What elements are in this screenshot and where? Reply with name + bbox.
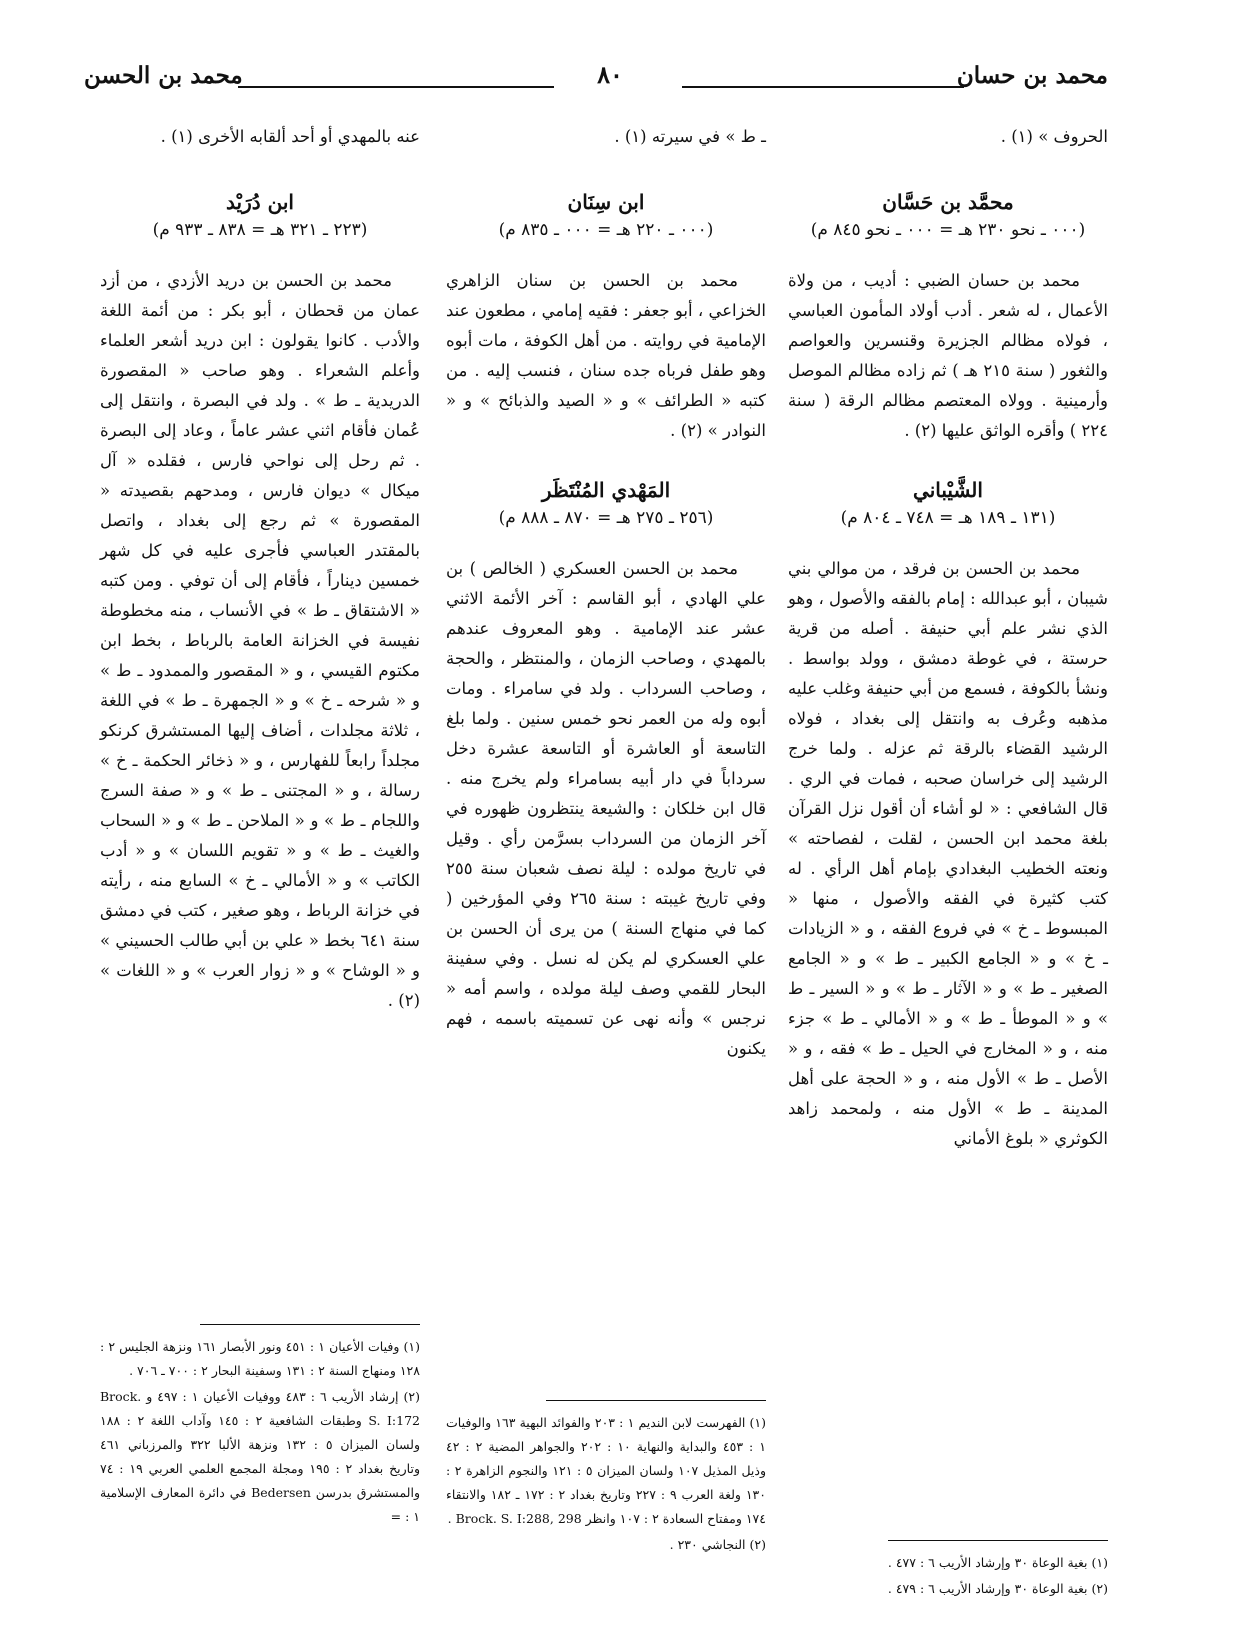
running-head-right: محمد بن حسان [956,62,1108,89]
entry-body: محمد بن الحسن بن سنان الزاهري الخزاعي ، أبو جعفر : فقيه إمامي ، مطعون عند الإمامية في روايته . من أهل الكوفة ، مات أبوه وهو طفل فرباه جده سنان ، فنسب إليه . من كتبه « الطرائف » و « الصيد والذبائح » و « النوادر » (٢) . [446,271,766,440]
entry-title: الشَّيْباني [913,478,983,502]
footnotes-middle [446,1400,766,1559]
running-head-left: محمد بن الحسن [84,62,243,89]
footnote-rule [200,1324,420,1325]
entry-dates: (٢٥٦ ـ ٢٧٥ هـ = ٨٧٠ ـ ٨٨٨ م) [498,508,714,528]
footnote: (٢) بغية الوعاة ٣٠ وإرشاد الأريب ٦ : ٤٧٩ . [887,1581,1108,1596]
column-middle [446,122,766,1094]
page-number: ٨٠ [597,60,623,89]
entry-dates: (١٣١ ـ ١٨٩ هـ = ٧٤٨ ـ ٨٠٤ م) [840,508,1056,528]
footnote: (١) بغية الوعاة ٣٠ وإرشاد الأريب ٦ : ٤٧٧ . [887,1555,1108,1570]
entry-dates: (٠٠٠ ـ ٢٢٠ هـ = ٠٠٠ ـ ٨٣٥ م) [498,220,714,240]
footnote: (٢) النجاشي ٢٣٠ . [669,1537,766,1552]
header-rule-right [682,86,964,88]
header-rule-left [238,86,554,88]
footnote-rule [546,1400,766,1401]
entry-body: محمد بن الحسن العسكري ( الخالص ) بن علي الهادي ، أبو القاسم : آخر الأئمة الاثني عشر عند الإمامية . وهو المعروف عندهم بالمهدي ، وصاحب الزمان ، والمنتظر ، والحجة ، وصاحب السرداب . ولد في سامراء . ومات أبوه وله من العمر نحو خمس سنين . ولما بلغ التاسعة أو العاشرة أو التاسعة عشرة دخل سرداباً في دار أبيه بسامراء ولم يخرج منه . قال ابن خلكان : والشيعة ينتظرون ظهوره في آخر الزمان من السرداب بسرَّمن رأي . وقيل في تاريخ مولده : ليلة نصف شعبان سنة ٢٥٥ وفي تاريخ غيبته : سنة ٢٦٥ وفي المؤرخين ( كما في منهاج السنة ) من يرى أن الحسن بن علي العسكري لم يكن له نسل . وفي سفينة البحار للقمي وصف ليلة مولده ، واسم أمه « نرجس » وأنه نهى عن تسميته باسمه ، فهم يكنون [446,559,766,1058]
entry-body: محمد بن الحسن بن فرقد ، من موالي بني شيبان ، أبو عبدالله : إمام بالفقه والأصول ، وهو الذي نشر علم أبي حنيفة . أصله من قرية حرستة ، في غوطة دمشق ، وولد بواسط . ونشأ بالكوفة ، فسمع من أبي حنيفة وغلب عليه مذهبه وعُرف به وانتقل إلى بغداد ، فولاه الرشيد القضاء بالرقة ثم عزله . ولما خرج الرشيد إلى خراسان صحبه ، فمات في الري . قال الشافعي : « لو أشاء أن أقول نزل القرآن بلغة محمد ابن الحسن ، لقلت ، لفصاحته » ونعته الخطيب البغدادي بإمام أهل الرأي . له كتب كثيرة في الفقه والأصول ، منها « المبسوط ـ خ » في فروع الفقه ، و « الزيادات ـ خ » و « الجامع الكبير ـ ط » و « الجامع الصغير ـ ط » و « الآثار ـ ط » و « السير ـ ط » و « الموطأ ـ ط » و « الأمالي ـ ط » جزء منه ، و « المخارج في الحيل ـ ط » فقه ، و « الأصل ـ ط » الأول منه ، و « الحجة على أهل المدينة ـ ط » الأول منه ، ولمحمد زاهد الكوثري « بلوغ الأماني [788,559,1108,1148]
column-left [100,122,420,1046]
entry-dates: (٢٢٣ ـ ٣٢١ هـ = ٨٣٨ ـ ٩٣٣ م) [152,220,368,240]
column-continuation: عنه بالمهدي أو أحد ألقابه الأخرى (١) . [160,127,420,146]
footnote: (١) الفهرست لابن النديم ١ : ٢٠٣ والفوائد البهية ١٦٣ والوفيات ١ : ٤٥٣ والبداية والنهاية ١٠ : ٢٠٢ والجواهر المضية ٢ : ٤٢ وذيل المذيل ١٠٧ ولسان الميزان ٥ : ١٢١ والنجوم الزاهرة ٢ : ١٣٠ ولغة العرب ٩ : ٢٢٧ وتاريخ بغداد ٢ : ١٧٢ ـ ١٨٢ والانتقاء ١٧٤ ومفتاح السعادة ٢ : ١٠٧ وانظر Brock. S. I:288, 298 . [446,1415,767,1526]
entry-body: محمد بن الحسن بن دريد الأزدي ، من أزد عمان من قحطان ، أبو بكر : من أئمة اللغة والأدب . كانوا يقولون : ابن دريد أشعر العلماء وأعلم الشعراء . وهو صاحب « المقصورة الدريدية ـ ط » . ولد في البصرة ، وانتقل إلى عُمان فأقام اثني عشر عاماً ، وعاد إلى البصرة . ثم رحل إلى نواحي فارس ، فقلده « آل ميكال » ديوان فارس ، ومدحهم بقصيدته « المقصورة » ثم رجع إلى بغداد ، واتصل بالمقتدر العباسي فأجرى عليه في كل شهر خمسين ديناراً ، فأقام إلى أن توفي . ومن كتبه « الاشتقاق ـ ط » في الأنساب ، منه مخطوطة نفيسة في الخزانة العامة بالرباط ، بخط ابن مكتوم القيسي ، و « المقصور والممدود ـ ط » و « شرحه ـ خ » و « الجمهرة ـ ط » في اللغة ، ثلاثة مجلدات ، أضاف إليها المستشرق كرنكو مجلداً رابعاً للفهارس ، و « ذخائر الحكمة ـ خ » رسالة ، و « المجتنى ـ ط » و « صفة السرج واللجام ـ ط » و « الملاحن ـ ط » و « السحاب والغيث ـ ط » و « تقويم اللسان » و « أدب الكاتب » و « الأمالي ـ خ » السابع منه ، رأيته في خزانة الرباط ، وهو صغير ، كتب في دمشق سنة ٦٤١ بخط « علي بن أبي طالب الحسيني » و « الوشاح » و « زوار العرب » و « اللغات » (٢) . [100,271,420,1010]
entry-dates: (٠٠٠ ـ نحو ٢٣٠ هـ = ٠٠٠ ـ نحو ٨٤٥ م) [810,220,1086,240]
column-right [788,122,1108,1184]
footnote-rule [888,1540,1108,1541]
entry-body: محمد بن حسان الضبي : أديب ، من ولاة الأعمال ، له شعر . أدب أولاد المأمون العباسي ، فولاه مظالم الجزيرة وقنسرين والعواصم والثغور ( سنة ٢١٥ هـ ) ثم زاده مظالم الموصل وأرمينية . وولاه المعتصم مظالم الرقة ( سنة ٢٢٤ ) وأقره الواثق عليها (٢) . [788,271,1108,440]
footnote: (٢) إرشاد الأريب ٦ : ٤٨٣ ووفيات الأعيان ١ : ٤٩٧ و Brock. S. I:172 وطبقات الشافعية ٢ : ١٤٥ وآداب اللغة ٢ : ١٨٨ ولسان الميزان ٥ : ١٣٢ ونزهة الألبا ٣٢٢ والمرزباني ٤٦١ وتاريخ بغداد ٢ : ١٩٥ ومجلة المجمع العلمي العربي ١٩ : ٧٤ والمستشرق بدرسن Bedersen في دائرة المعارف الإسلامية ١ : = [100,1389,420,1524]
entry-title: محمَّد بن حَسَّان [882,190,1014,214]
footnotes-left [100,1324,420,1531]
entry-title: المَهْدي المُنْتَظَر [541,478,671,502]
entry-title: ابن دُرَيْد [226,190,294,214]
footnote: (١) وفيات الأعيان ١ : ٤٥١ ونور الأبصار ١٦١ ونزهة الجليس ٢ : ١٢٨ ومنهاج السنة ٢ : ١٣١ وسفينة البحار ٢ : ٧٠٠ ـ ٧٠٦ . [100,1339,420,1378]
entry-title: ابن سِنَان [567,190,645,214]
footnotes-right [788,1540,1108,1603]
column-continuation: ـ ط » في سيرته (١) . [614,127,766,146]
column-continuation: الحروف » (١) . [1000,127,1108,146]
